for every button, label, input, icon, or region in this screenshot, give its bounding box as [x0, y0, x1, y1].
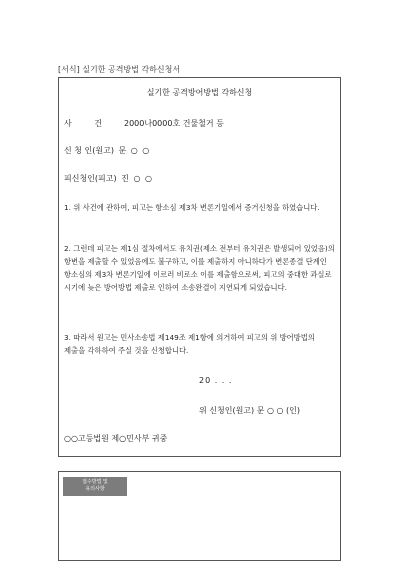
respondent-label: 피신청인(피고) — [64, 174, 117, 183]
signature-line: 위 신청인(원고) 문 ○ ○ (인) — [199, 406, 300, 415]
application-form — [58, 77, 341, 457]
paragraph-1: 1. 위 사건에 관하여, 피고는 항소심 제3차 변론기일에서 증거신청을 하였습니다. — [64, 203, 320, 212]
case-label: 사 건 — [64, 119, 112, 128]
filing-notes-label-line1: 접수방법 및 — [82, 479, 108, 485]
paragraph-2: 2. 그런데 피고는 제1심 절차에서도 유치권(제소 전부터 유치권은 발생되어 있었음)의 항변을 제출할 수 있었음에도 불구하고, 이를 제출하지 아니하다가 변론종결 단계인 항소심의 제3차 변론기일에 이르러 비로소 이를 제출함으로써, 피고의 중대한 과실로 시기에 늦은 방어방법 제출로 인하여 소송완결이 지연되게 되었습니다. — [64, 244, 335, 292]
case-row — [64, 118, 224, 129]
respondent-name: 진 ○ ○ — [121, 174, 153, 183]
document-title: 실기한 공격방어방법 각하신청 — [146, 88, 253, 97]
filing-notes-label — [63, 477, 127, 496]
court-addressee: ○○고등법원 제○민사부 귀중 — [64, 434, 168, 443]
applicant-label: 신 청 인(원고) — [64, 146, 114, 155]
filing-notes-box — [58, 471, 341, 561]
case-value: 2000나0000호 건물철거 등 — [124, 119, 224, 128]
date-line: 20 . . . — [199, 376, 233, 385]
applicant-row — [64, 145, 150, 156]
applicant-name: 문 ○ ○ — [118, 146, 151, 155]
form-caption: [서식] 실기한 공격방법 각하신청서 — [58, 65, 181, 74]
respondent-row — [64, 173, 153, 184]
paragraph-3: 3. 따라서 원고는 민사소송법 제149조 제1항에 의거하여 피고의 위 방어방법의 제출을 각하하여 주실 것을 신청합니다. — [64, 333, 315, 355]
filing-notes-label-line2: 유의사항 — [85, 486, 105, 492]
